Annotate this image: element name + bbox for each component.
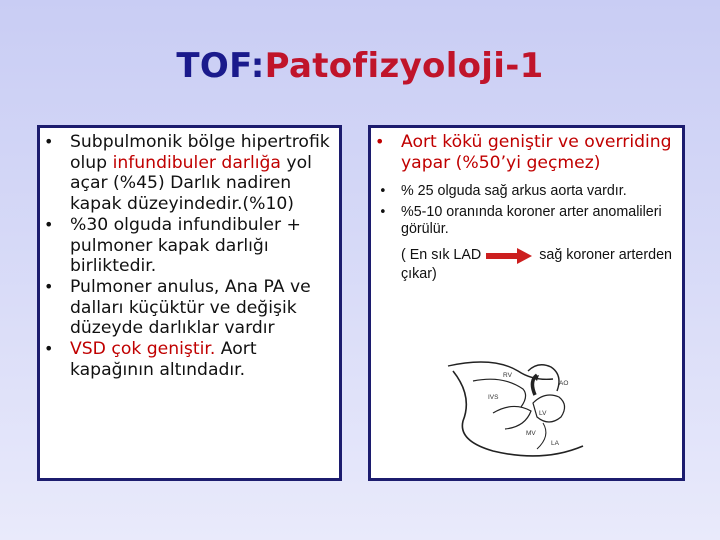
heart-diagram-svg (433, 341, 613, 471)
bullet-icon: • (44, 276, 54, 296)
diagram-label-ao: AO (559, 380, 569, 387)
list-item (44, 214, 331, 277)
list-item (379, 183, 676, 200)
item-text: Aort kökü geniştir ve overriding yapar (%50’yi geçmez) (401, 132, 672, 173)
item-text: Subpulmonik bölge hipertrofik olup (70, 132, 330, 173)
item-text: % 25 olguda sağ arkus aorta vardır. (401, 183, 627, 200)
bullet-icon: • (44, 339, 54, 359)
right-main-list (371, 128, 682, 173)
heart-echo-diagram (433, 341, 613, 471)
diagram-label-la: LA (551, 440, 559, 447)
list-item (379, 204, 676, 238)
slide-title (0, 46, 720, 86)
item-text: %30 olguda infundibuler + pulmoner kapak darlığı birliktedir. (70, 214, 301, 277)
bullet-icon: • (375, 132, 385, 151)
right-sub-list (371, 173, 682, 238)
left-content-box (37, 125, 342, 481)
item-text-cont: Aort kapağının altındadır. (70, 339, 257, 380)
list-item (375, 132, 676, 173)
note-text-start: ( En sık LAD (401, 247, 482, 264)
bullet-icon: • (379, 205, 387, 221)
diagram-label-rv: RV (503, 372, 512, 379)
note-text-end: sağ koroner arterden çıkar) (401, 247, 672, 283)
bullet-icon: • (44, 132, 54, 151)
diagram-label-ivs: IVS (488, 394, 499, 401)
list-item (44, 339, 331, 380)
title-prefix: TOF: (176, 46, 265, 86)
item-highlight: infundibuler darlığa (112, 152, 281, 173)
bullet-icon: • (379, 184, 387, 200)
title-main: Patofizyoloji-1 (264, 46, 544, 86)
diagram-label-mv: MV (526, 430, 536, 437)
item-text: %5-10 oranında koroner arter anomalileri görülür. (401, 204, 662, 238)
item-text-cont: yol açar (%45) Darlık nadiren kapak düzeyindedir.(%10) (70, 152, 312, 215)
right-content-box (368, 125, 685, 481)
diagram-label-lv: LV (539, 410, 547, 417)
bullet-icon: • (44, 214, 54, 234)
item-text: Pulmoner anulus, Ana PA ve dalları küçüktür ve değişik düzeyde darlıklar vardır (70, 276, 311, 339)
left-bullet-list (40, 128, 339, 380)
item-highlight: VSD çok geniştir. (70, 339, 216, 360)
list-item (44, 276, 331, 339)
right-arrow-icon (485, 248, 533, 264)
list-item (44, 132, 331, 215)
coronary-note (371, 242, 682, 284)
